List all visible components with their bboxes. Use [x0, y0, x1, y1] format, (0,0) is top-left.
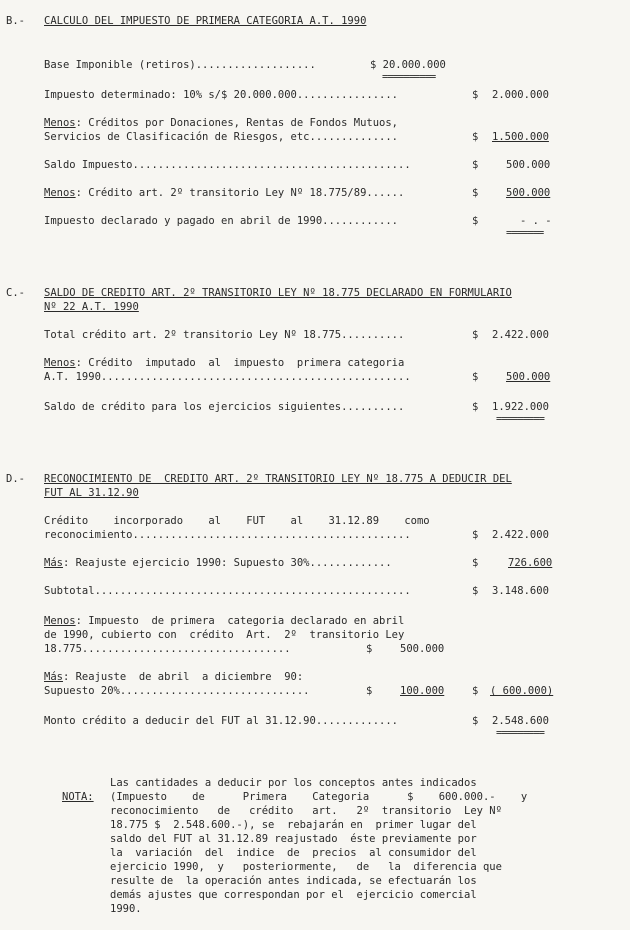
credito-imputado-amount: 500.000 — [506, 371, 551, 383]
creditos-donaciones-label: : Créditos por Donaciones, Rentas de Fondos Mutuos, — [75, 117, 399, 129]
nota-line-5: saldo del FUT al 31.12.89 reajustado éste previamente por — [110, 833, 477, 845]
reajuste-ejercicio-label: : Reajuste ejercicio 1990: Supuesto 30%............. — [62, 557, 392, 569]
reajuste-abril-currency: $ — [472, 685, 479, 697]
total-credito-amount: 2.422.000 — [492, 329, 549, 341]
credito-art2-currency: $ — [472, 187, 479, 199]
menos-prefix: Menos — [44, 615, 76, 627]
saldo-credito-rule: ========= — [496, 413, 544, 425]
menos-prefix: Menos — [44, 187, 76, 199]
creditos-donaciones-amount: 1.500.000 — [492, 131, 549, 143]
credito-imputado-label-2: A.T. 1990................................................. — [44, 371, 411, 383]
impuesto-cubierto-row — [44, 614, 404, 628]
mas-prefix: Más — [44, 557, 63, 569]
section-d-title-2: FUT AL 31.12.90 — [44, 487, 139, 499]
reajuste-abril-inner-amount: 100.000 — [400, 685, 445, 697]
section-d-title-1: RECONOCIMIENTO DE CREDITO ART. 2º TRANSITORIO LEY Nº 18.775 A DEDUCIR DEL — [44, 473, 512, 485]
reajuste-ejercicio-currency: $ — [472, 557, 479, 569]
menos-prefix: Menos — [44, 357, 76, 369]
impuesto-cubierto-inner-currency: $ — [366, 643, 373, 655]
section-c-title-1: SALDO DE CREDITO ART. 2º TRANSITORIO LEY Nº 18.775 DECLARADO EN FORMULARIO — [44, 287, 512, 299]
nota-line-8: resulte de la operación antes indicada, se efectuarán los — [110, 875, 477, 887]
saldo-impuesto-amount: 500.000 — [506, 159, 551, 171]
reajuste-abril-row — [44, 670, 303, 684]
section-b-title: CALCULO DEL IMPUESTO DE PRIMERA CATEGORIA A.T. 1990 — [44, 15, 367, 27]
nota-line-10: 1990. — [110, 903, 142, 915]
nota-line-4: 18.775 $ 2.548.600.-), se rebajarán en primer lugar del — [110, 819, 477, 831]
saldo-credito-amount: 1.922.000 — [492, 401, 549, 413]
nota-line-6: la variación del indice de precios al consumidor del — [110, 847, 477, 859]
reajuste-abril-amount: ( 600.000) — [490, 685, 554, 697]
nota-line-3: reconocimiento de crédito art. 2º transitorio Ley Nº — [110, 805, 502, 817]
impuesto-determinado-currency: $ — [472, 89, 479, 101]
saldo-credito-currency: $ — [472, 401, 479, 413]
section-c-title-2: Nº 22 A.T. 1990 — [44, 301, 139, 313]
saldo-credito-label: Saldo de crédito para los ejercicios siguientes.......... — [44, 401, 405, 413]
impuesto-cubierto-label: : Impuesto de primera categoria declarado en abril — [75, 615, 405, 627]
total-credito-currency: $ — [472, 329, 479, 341]
reajuste-abril-inner-currency: $ — [366, 685, 373, 697]
section-b-letter: B.- — [6, 15, 25, 27]
credito-imputado-label: : Crédito imputado al impuesto primera categoria — [75, 357, 405, 369]
nota-line-1: Las cantidades a deducir por los conceptos antes indicados — [110, 777, 477, 789]
monto-credito-label: Monto crédito a deducir del FUT al 31.12.90............. — [44, 715, 399, 727]
nota-line-2: (Impuesto de Primera Categoria $ 600.000.- y — [110, 791, 528, 803]
creditos-donaciones-currency: $ — [472, 131, 479, 143]
impuesto-declarado-rule: ======= — [506, 227, 544, 239]
credito-incorporado-amount: 2.422.000 — [492, 529, 549, 541]
saldo-impuesto-currency: $ — [472, 159, 479, 171]
mas-prefix: Más — [44, 671, 63, 683]
saldo-impuesto-label: Saldo Impuesto............................................ — [44, 159, 411, 171]
nota-line-9: demás ajustes que correspondan por el ejercicio comercial — [110, 889, 477, 901]
subtotal-currency: $ — [472, 585, 479, 597]
credito-incorporado-label-2: reconocimiento............................................ — [44, 529, 411, 541]
credito-imputado-row — [44, 356, 404, 370]
base-imponible-rule: ========== — [382, 71, 436, 83]
section-c-letter: C.- — [6, 287, 25, 299]
creditos-donaciones-label-2: Servicios de Clasificación de Riesgos, etc.............. — [44, 131, 399, 143]
base-imponible-label: Base Imponible (retiros)................... — [44, 59, 316, 71]
credito-art2-row — [44, 186, 404, 200]
section-d-letter: D.- — [6, 473, 25, 485]
reajuste-abril-label: : Reajuste de abril a diciembre 90: — [62, 671, 304, 683]
monto-credito-amount: 2.548.600 — [492, 715, 549, 727]
credito-art2-label: : Crédito art. 2º transitorio Ley Nº 18.775/89...... — [75, 187, 405, 199]
impuesto-cubierto-label-2: de 1990, cubierto con crédito Art. 2º transitorio Ley — [44, 629, 405, 641]
credito-incorporado-currency: $ — [472, 529, 479, 541]
nota-label: NOTA: — [62, 791, 94, 803]
menos-prefix: Menos — [44, 117, 76, 129]
total-credito-label: Total crédito art. 2º transitorio Ley Nº 18.775.......... — [44, 329, 405, 341]
subtotal-label: Subtotal.................................................. — [44, 585, 411, 597]
impuesto-declarado-amount: - . - — [520, 215, 552, 227]
impuesto-cubierto-label-3: 18.775................................. — [44, 643, 291, 655]
reajuste-ejercicio-amount: 726.600 — [508, 557, 553, 569]
impuesto-declarado-label: Impuesto declarado y pagado en abril de 1990............ — [44, 215, 399, 227]
reajuste-ejercicio-row — [44, 556, 392, 570]
creditos-donaciones-row — [44, 116, 398, 130]
impuesto-cubierto-inner-amount: 500.000 — [400, 643, 445, 655]
impuesto-determinado-amount: 2.000.000 — [492, 89, 549, 101]
nota-line-7: ejercicio 1990, y posteriormente, de la diferencia que — [110, 861, 502, 873]
subtotal-amount: 3.148.600 — [492, 585, 549, 597]
monto-credito-rule: ========= — [496, 727, 544, 739]
credito-art2-amount: 500.000 — [506, 187, 551, 199]
impuesto-declarado-currency: $ — [472, 215, 479, 227]
base-imponible-amount: $ 20.000.000 — [370, 59, 446, 71]
reajuste-abril-label-2: Supuesto 20%.............................. — [44, 685, 310, 697]
credito-incorporado-label: Crédito incorporado al FUT al 31.12.89 como — [44, 515, 430, 527]
monto-credito-currency: $ — [472, 715, 479, 727]
credito-imputado-currency: $ — [472, 371, 479, 383]
impuesto-determinado-label: Impuesto determinado: 10% s/$ 20.000.000................ — [44, 89, 399, 101]
